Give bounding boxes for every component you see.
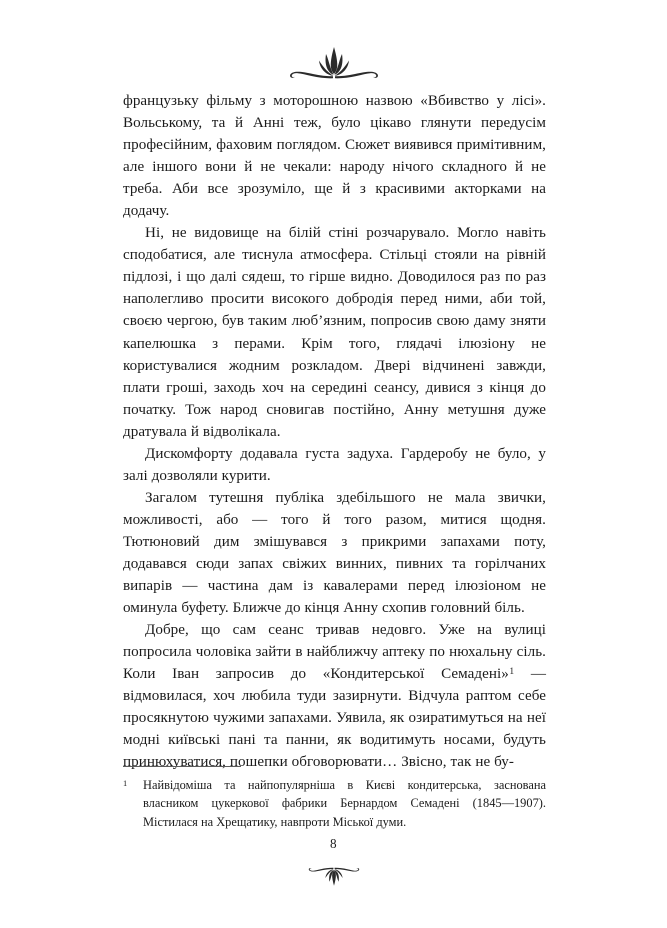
page-number: 8 — [330, 836, 337, 851]
paragraph: Загалом тутешня публіка здебільшого не мала звички, можливості, або — того й того разом, митися щодня. Тютюновий дим змішувався з прикрими запахами поту, додавався сюди запах свіжих винних, пивних та горілчаних випарів — частина дам із кавалерами перед ілюзіоном не оминула буфету. Ближче до кінця Анну схопив головний біль. — [123, 489, 546, 617]
paragraph-text-segment: — відмовилася, хоч любила туди зазирнути. Відчула раптом себе просякнутою чужими запахами. Уявила, як озиратимуться на неї модні київські пані та панни, як водитимуть носами, будуть принюхуватися, пошепки обговорювати… Звісно, так не бу- — [123, 666, 546, 771]
paragraph-with-footnote-ref — [123, 619, 546, 773]
footnote-reference-marker[interactable]: 1 — [509, 666, 515, 677]
footnote-entry — [123, 776, 546, 831]
footnote-text: Найвідоміша та найпопулярніша в Києві кондитерська, заснована власником цукеркової фабрики Бернардом Семадені (1845—1907). Містилася на Хрещатику, навпроти Міської думи. — [143, 778, 546, 829]
footnote-marker: 1 — [123, 779, 128, 788]
footnote-separator-rule — [123, 766, 241, 767]
fleuron-palmette-small-icon — [303, 863, 365, 889]
paragraph: Дискомфорту додавала густа задуха. Гардеробу не було, у залі дозволяли курити. — [123, 445, 546, 484]
paragraph: французьку фільму з моторошною назвою «Вбивство у лісі». Вольському, та й Анні теж, було цікаво глянути передусім професійним, фаховим поглядом. Сюжет виявився примітивним, але іншого вони й не чекали: народу нічого складного й не треба. Аби все зрозуміло, ще й з красивими акторками на додачу. — [123, 93, 546, 220]
paragraph: Ні, не видовище на білій стіні розчарувало. Могло навіть сподобатися, але тиснула атмосфера. Стільці стояли на рівній підлозі, і що далі сядеш, то гірше видно. Доводилося раз по раз наполегливо просити високого добродія перед ними, аби той, своєю чергою, був таким люб’язним, попросив свою даму зняти капелюшка з перами. Крім того, глядачі ілюзіону не користувалися жодним розкладом. Двері відчинені завжди, плати гроші, заходь хоч на середині сеансу, дивися з кінця до початку. Тож народ сновигав постійно, Анну метушня дуже дратувала й відволікала. — [123, 225, 546, 440]
bottom-ornament — [0, 856, 667, 896]
fleuron-palmette-icon — [280, 44, 388, 84]
footnote-area — [123, 766, 546, 831]
top-ornament — [0, 38, 667, 90]
paragraph-text-segment: Добре, що сам сеанс тривав недовго. Уже на вулиці попросила чоловіка зайти в найближчу аптеку по нюхальну сіль. Коли Іван запросив до «Кондитерської Семадені» — [123, 622, 546, 683]
body-text-column — [123, 90, 546, 773]
